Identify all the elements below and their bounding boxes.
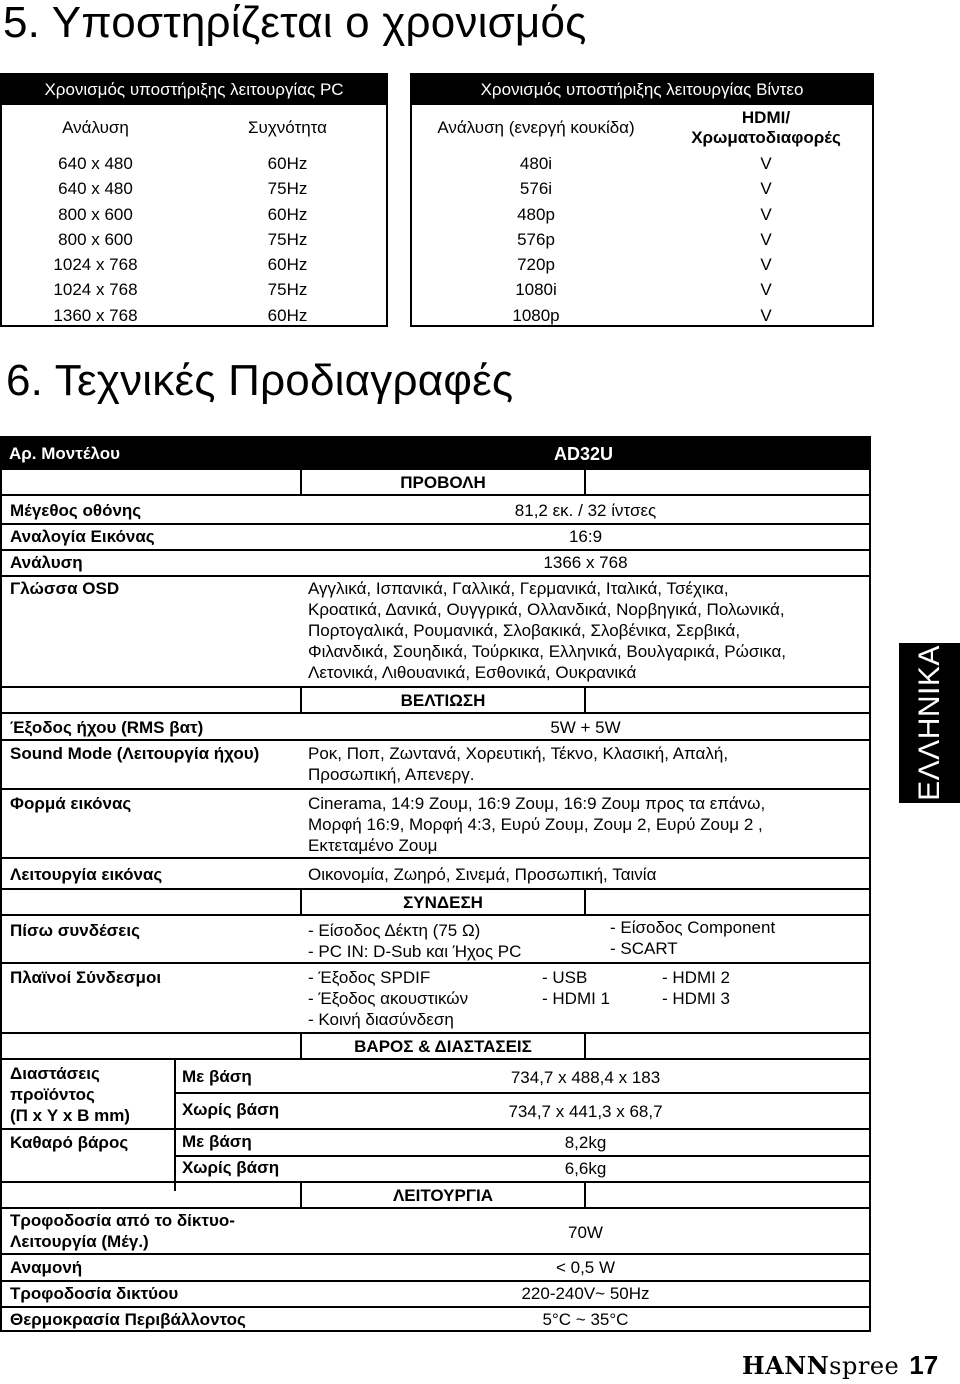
sound-mode-line: Ροκ, Ποπ, Ζωντανά, Χορευτική, Τέκνο, Κλασική, Απαλή, <box>308 744 729 763</box>
aspect-label: Αναλογία Εικόνας <box>10 527 155 546</box>
picture-format-line: Μορφή 16:9, Μορφή 4:3, Ευρύ Ζουμ, Ζουμ 2, Ευρύ Ζουμ 2 , <box>308 815 763 834</box>
hdmi-line2: Χρωματοδιαφορές <box>691 128 841 147</box>
osd-line: Πορτογαλικά, Ρουμανικά, Σλοβακικά, Σλοβένικα, Σερβικά, <box>308 621 741 640</box>
picture-format-line: Εκτεταμένο Ζουμ <box>308 836 438 855</box>
divider <box>2 914 869 916</box>
section-enhance: ΒΕΛΤΙΩΣΗ <box>300 688 586 714</box>
dims-without-stand-value: 734,7 x 441,3 x 68,7 <box>508 1102 663 1121</box>
brand-logo <box>742 1351 899 1380</box>
table-row <box>412 202 872 227</box>
osd-line: Λετονικά, Λιθουανικά, Εσθονικά, Ουκρανικά <box>308 663 637 682</box>
power-label <box>10 1210 235 1252</box>
dimensions-label-line: προϊόντος <box>10 1085 95 1104</box>
dimensions-label-line: Διαστάσεις <box>10 1064 100 1083</box>
screen-size-value: 81,2 εκ. / 32 ίντσες <box>514 501 657 520</box>
cell: 60Hz <box>267 305 308 325</box>
standby-label: Αναμονή <box>10 1258 83 1277</box>
section-operation: ΛΕΙΤΟΥΡΓΙΑ <box>300 1183 586 1209</box>
cell: 576i <box>519 179 553 199</box>
cell: 640 x 480 <box>58 179 133 199</box>
table-row <box>412 176 872 201</box>
cell: 60Hz <box>267 154 308 173</box>
divider <box>2 1306 869 1308</box>
side-connector: - USB <box>542 968 588 987</box>
video-timing-table <box>410 73 874 327</box>
divider <box>2 962 869 964</box>
dims-with-stand-value: 734,7 x 488,4 x 183 <box>510 1068 661 1087</box>
audio-out-value: 5W + 5W <box>550 718 621 737</box>
pc-timing-header: Χρονισμός υποστήριξης λειτουργίας PC <box>2 75 386 105</box>
section-6-title: 6. Τεχνικές Προδιαγραφές <box>6 356 514 405</box>
picture-mode-value: Οικονομία, Ζωηρό, Σινεμά, Προσωπική, Ταινία <box>308 865 657 884</box>
mains-value: 220-240V~ 50Hz <box>521 1284 650 1303</box>
table-row <box>2 277 386 302</box>
column-header-frequency: Συχνότητα <box>248 118 327 137</box>
rear-connectors-a <box>308 920 521 962</box>
sound-mode-values <box>308 743 728 785</box>
rear-connectors-b <box>610 917 775 959</box>
cell: 75Hz <box>267 229 308 249</box>
rear-connector: - PC IN: D-Sub και Ήχος PC <box>308 942 522 961</box>
resolution-label: Ανάλυση <box>10 553 83 572</box>
osd-label: Γλώσσα OSD <box>10 579 120 598</box>
picture-format-values <box>308 793 765 856</box>
power-value: 70W <box>568 1223 603 1242</box>
cell: 1080p <box>512 305 560 325</box>
cell: 640 x 480 <box>58 154 133 173</box>
table-row <box>412 277 872 302</box>
divider <box>2 1253 869 1255</box>
cell: 576p <box>517 229 555 249</box>
divider <box>2 549 869 551</box>
divider <box>2 788 869 790</box>
section-connect: ΣΥΝΔΕΣΗ <box>300 890 586 916</box>
column-header-resolution: Ανάλυση <box>62 118 129 137</box>
cell: V <box>760 305 772 325</box>
cell: 480p <box>517 204 555 224</box>
video-timing-header: Χρονισμός υποστήριξης λειτουργίας Βίντεο <box>412 75 872 105</box>
footer <box>742 1350 938 1381</box>
table-row <box>412 252 872 277</box>
cell: 1360 x 768 <box>53 305 138 325</box>
sound-mode-label: Sound Mode (Λειτουργία ήχου) <box>10 744 260 763</box>
cell: 800 x 600 <box>58 204 133 224</box>
cell: 1080i <box>515 280 557 300</box>
cell: V <box>760 229 772 249</box>
spec-model-row <box>2 438 869 470</box>
divider <box>2 523 869 525</box>
cell: V <box>760 154 772 173</box>
table-row <box>2 151 386 176</box>
hdmi-line1: HDMI/ <box>741 108 791 127</box>
rear-connector: - SCART <box>610 939 678 958</box>
brand-light: spree <box>829 1352 900 1380</box>
power-label-line: Λειτουργία (Μέγ.) <box>10 1232 149 1251</box>
resolution-value: 1366 x 768 <box>543 553 628 572</box>
divider <box>2 712 869 714</box>
divider <box>174 1155 869 1157</box>
divider <box>2 1058 869 1060</box>
picture-mode-label: Λειτουργία εικόνας <box>10 865 163 884</box>
page-number: 17 <box>909 1350 939 1380</box>
divider <box>2 1207 869 1209</box>
side-connector: - HDMI 3 <box>662 989 730 1008</box>
net-weight-label: Καθαρό βάρος <box>10 1133 129 1152</box>
cell: 1024 x 768 <box>53 255 138 275</box>
section-display: ΠΡΟΒΟΛΗ <box>300 470 586 496</box>
weight-without-stand-label: Χωρίς βάση <box>182 1158 280 1177</box>
dims-with-stand-label: Με βάση <box>182 1067 252 1086</box>
side-connectors-a <box>308 967 468 1030</box>
table-row <box>2 202 386 227</box>
osd-line: Φιλανδικά, Σουηδικά, Τούρκικα, Ελληνικά, Βουλγαρικά, Ρώσικα, <box>308 642 787 661</box>
section-weight-dimensions: ΒΑΡΟΣ & ΔΙΑΣΤΑΣΕΙΣ <box>300 1034 586 1060</box>
screen-size-label: Μέγεθος οθόνης <box>10 501 142 520</box>
divider <box>2 494 869 496</box>
sound-mode-line: Προσωπική, Απενεργ. <box>308 765 475 784</box>
dimensions-label-line: (Π x Υ x Β mm) <box>10 1106 130 1125</box>
divider <box>2 857 869 859</box>
osd-line: Κροατικά, Δανικά, Ουγγρικά, Ολλανδικά, Νορβηγικά, Πολωνικά, <box>308 600 785 619</box>
pc-timing-table <box>0 73 388 327</box>
picture-format-label: Φορμά εικόνας <box>10 794 132 813</box>
cell: 75Hz <box>267 179 308 199</box>
pc-timing-column-headers <box>2 105 386 151</box>
divider <box>174 1092 869 1094</box>
table-row <box>412 303 872 328</box>
cell: V <box>760 179 772 199</box>
cell: 720p <box>517 255 555 275</box>
table-row <box>2 227 386 252</box>
cell: V <box>760 280 772 300</box>
cell: V <box>760 204 772 224</box>
column-header-active-resolution: Ανάλυση (ενεργή κουκίδα) <box>437 118 635 137</box>
divider <box>174 1058 176 1191</box>
cell: 75Hz <box>267 280 308 300</box>
side-connector: - Κοινή διασύνδεση <box>308 1010 454 1029</box>
model-label: Αρ. Μοντέλου <box>9 444 121 463</box>
weight-with-stand-label: Με βάση <box>182 1132 252 1151</box>
weight-with-stand-value: 8,2kg <box>564 1133 607 1152</box>
rear-connectors-label: Πίσω συνδέσεις <box>10 921 140 940</box>
dims-without-stand-label: Χωρίς βάση <box>182 1100 280 1119</box>
divider <box>2 1128 869 1130</box>
side-connectors-label: Πλαϊνοί Σύνδεσμοι <box>10 968 162 987</box>
cell: 800 x 600 <box>58 229 133 249</box>
spec-table <box>0 436 871 1332</box>
osd-languages <box>308 578 786 683</box>
power-label-line: Τροφοδοσία από το δίκτυο- <box>10 1211 235 1230</box>
divider <box>2 1280 869 1282</box>
table-row <box>412 151 872 176</box>
divider <box>2 575 869 577</box>
language-tab-label: ΕΛΛΗΝΙΚΑ <box>912 645 946 801</box>
mains-label: Τροφοδοσία δικτύου <box>10 1284 179 1303</box>
osd-line: Αγγλικά, Ισπανικά, Γαλλικά, Γερμανικά, Ιταλικά, Τσέχικα, <box>308 579 729 598</box>
table-row <box>2 303 386 328</box>
divider <box>2 739 869 741</box>
side-connector: - HDMI 2 <box>662 968 730 987</box>
side-connector: - Έξοδος SPDIF <box>308 968 431 987</box>
audio-out-label: Έξοδος ήχου (RMS βατ) <box>10 718 204 737</box>
cell: V <box>760 255 772 275</box>
column-header-hdmi <box>660 108 872 148</box>
cell: 60Hz <box>267 204 308 224</box>
table-row <box>412 227 872 252</box>
standby-value: < 0,5 W <box>555 1258 616 1277</box>
rear-connector: - Είσοδος Component <box>610 918 776 937</box>
table-row <box>2 176 386 201</box>
section-5-title: 5. Υποστηρίζεται ο χρονισμός <box>3 0 587 47</box>
model-value: AD32U <box>554 444 614 464</box>
cell: 1024 x 768 <box>53 280 138 300</box>
video-timing-column-headers <box>412 105 872 151</box>
brand-bold: HANN <box>742 1351 830 1380</box>
dimensions-label <box>10 1063 130 1126</box>
picture-format-line: Cinerama, 14:9 Ζουμ, 16:9 Ζουμ, 16:9 Ζουμ προς τα επάνω, <box>308 794 766 813</box>
side-connectors-b <box>542 967 610 1009</box>
side-connectors-c <box>662 967 730 1009</box>
aspect-value: 16:9 <box>568 527 603 546</box>
temperature-value: 5°C ~ 35°C <box>542 1310 629 1329</box>
side-connector: - HDMI 1 <box>542 989 610 1008</box>
language-tab <box>899 643 960 803</box>
weight-without-stand-value: 6,6kg <box>564 1159 607 1178</box>
table-row <box>2 252 386 277</box>
cell: 480i <box>519 154 553 173</box>
temperature-label: Θερμοκρασία Περιβάλλοντος <box>10 1310 246 1329</box>
side-connector: - Έξοδος ακουστικών <box>308 989 469 1008</box>
cell: 60Hz <box>267 255 308 275</box>
rear-connector: - Είσοδος Δέκτη (75 Ω) <box>308 921 481 940</box>
